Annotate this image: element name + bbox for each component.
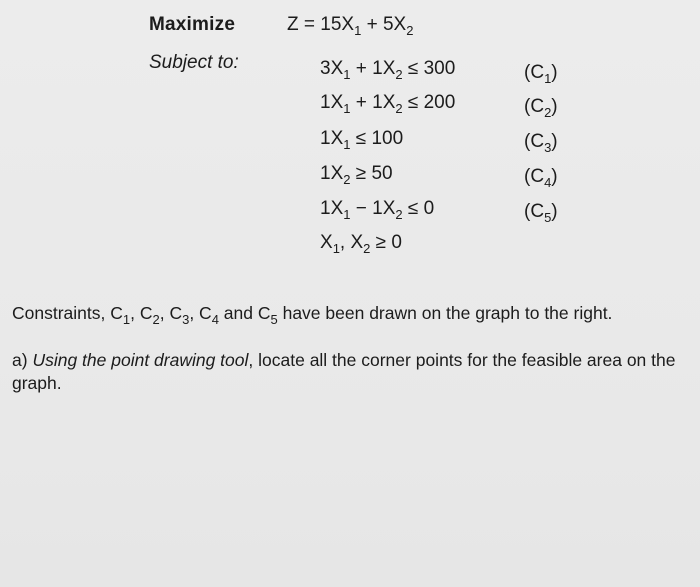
- non-negativity-constraint: $X_1$, $X_2 \ge 0$: [320, 232, 402, 256]
- objective-function: $Z = 15X_1 + 5X_2$: [287, 14, 414, 38]
- constraint-c1: $3X_1 + 1X_2 \le 300$: [320, 58, 456, 82]
- constraints-statement: Constraints, $C_1$, $C_2$, $C_3$, $C_4$ and $C_5$ have been drawn on the graph to the right.: [12, 303, 613, 327]
- constraint-c3-tag: $(C_3)$: [524, 131, 558, 155]
- constraint-c2: $1X_1 + 1X_2 \le 200$: [320, 92, 456, 116]
- constraint-c5-tag: $(C_5)$: [524, 201, 558, 225]
- maximize-label: Maximize: [149, 14, 236, 35]
- constraint-c4-tag: $(C_4)$: [524, 166, 558, 190]
- question-a: a) Using the point drawing tool, locate all the corner points for the feasible area on the graph.: [12, 350, 676, 393]
- constraint-c1-tag: $(C_1)$: [524, 62, 558, 86]
- constraint-c3: $1X_1 \le 100$: [320, 128, 404, 152]
- constraint-c4: $1X_2 \ge 50$: [320, 163, 393, 187]
- subject-to-label: Subject to:: [149, 52, 239, 73]
- constraint-c5: $1X_1 - 1X_2 \le 0$: [320, 198, 435, 222]
- constraint-c2-tag: $(C_2)$: [524, 96, 558, 120]
